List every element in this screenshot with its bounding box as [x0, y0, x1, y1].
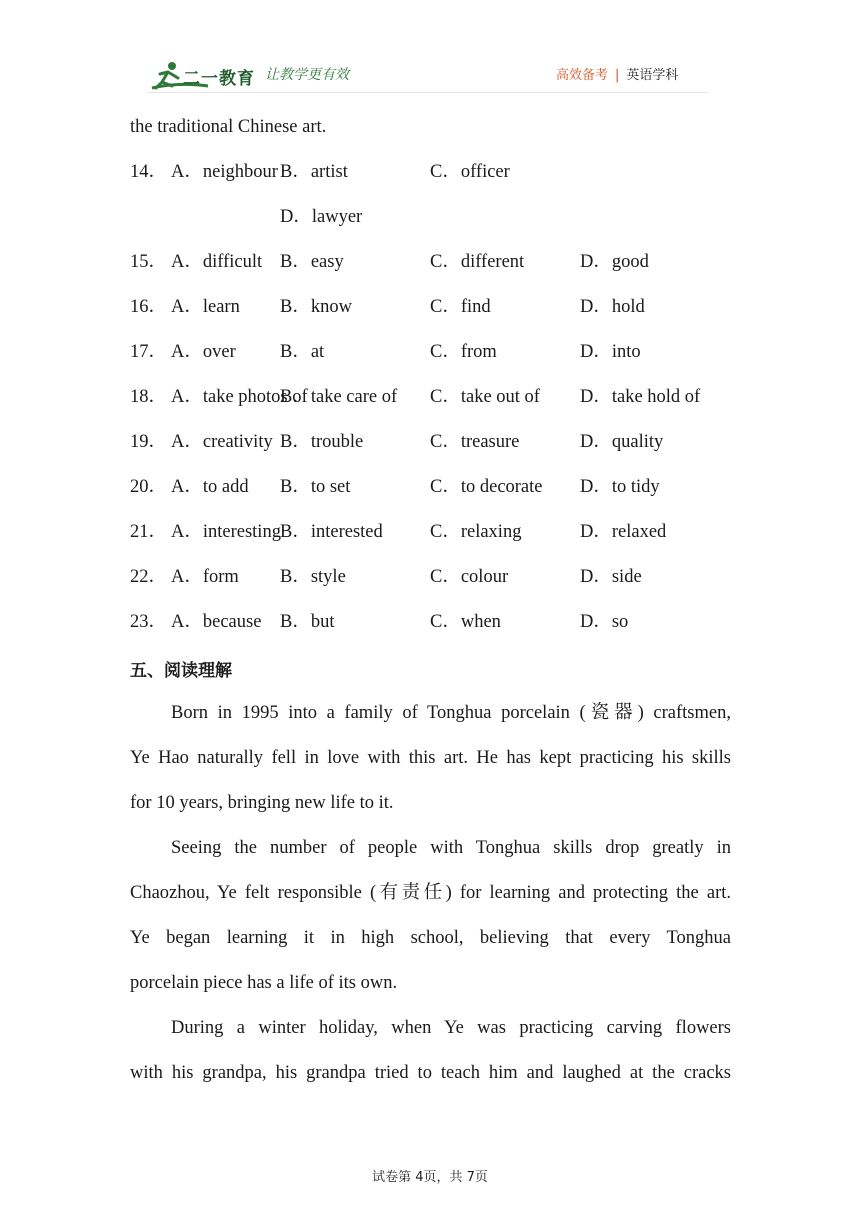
passage-line: Ye began learning it in high school, believing that every Tonghua [130, 928, 731, 948]
question-a-text: A．because [171, 612, 262, 632]
question-num-text: 22． [130, 567, 168, 587]
passage-line: Seeing the number of people with Tonghua skills drop greatly in [171, 838, 731, 858]
question-a-text: A．to add [171, 477, 249, 497]
question-num-text: 20． [130, 477, 168, 497]
question-b-text: B．know [280, 297, 352, 317]
question-c-text: C．officer [430, 162, 510, 182]
question-d-text: D．so [580, 612, 629, 632]
question-b-text: B．artist [280, 162, 348, 182]
passage-line: Chaozhou, Ye felt responsible (有责任) for learning and protecting the art. [130, 883, 731, 903]
question-c-text: C．treasure [430, 432, 520, 452]
page-header [0, 0, 860, 100]
question-b-text: B．to set [280, 477, 351, 497]
question-d-text: D．into [580, 342, 641, 362]
question-d-text: D．take hold of [580, 387, 701, 407]
question-num-text: 19． [130, 432, 168, 452]
question-a-text: A．learn [171, 297, 240, 317]
question-c-text: C．to decorate [430, 477, 543, 497]
question-d-text: D．hold [580, 297, 645, 317]
question-b-text: B．trouble [280, 432, 364, 452]
question-num-text: 16． [130, 297, 168, 317]
question-d-text: D．quality [580, 432, 664, 452]
question-c-text: C．different [430, 252, 525, 272]
question-b-text: B．take care of [280, 387, 398, 407]
passage-line: porcelain piece has a life of its own. [130, 973, 398, 993]
question-num-text: 17． [130, 342, 168, 362]
passage-line: for 10 years, bringing new life to it. [130, 793, 394, 813]
question-b-text: B．at [280, 342, 325, 362]
question-num-text: 14． [130, 162, 168, 182]
header-right [556, 64, 678, 83]
question-a-text: A．neighbour [171, 162, 278, 182]
page-footer: 试卷第 4页，共 7页 [372, 1170, 488, 1185]
passage-line: with his grandpa, his grandpa tried to teach him and laughed at the cracks [130, 1063, 731, 1083]
question-a-text: A．interesting [171, 522, 281, 542]
question-a-text: A．take photos of [171, 387, 308, 407]
question-c-text: C．find [430, 297, 491, 317]
question-num-text: 18． [130, 387, 168, 407]
question-b-text: B．but [280, 612, 335, 632]
question-num-text: 21． [130, 522, 168, 542]
section-heading: 五、阅读理解 [130, 661, 232, 681]
question-c-text: C．take out of [430, 387, 540, 407]
continuation-text: the traditional Chinese art. [130, 117, 327, 137]
question-num-text: 23． [130, 612, 168, 632]
question-b-text: B．interested [280, 522, 383, 542]
question-d-text: D．lawyer [280, 207, 363, 227]
question-d-text: D．side [580, 567, 642, 587]
question-c-text: C．colour [430, 567, 509, 587]
header-tag-exam: 高效备考 [556, 68, 609, 83]
question-d-text: D．relaxed [580, 522, 667, 542]
question-c-text: C．when [430, 612, 501, 632]
question-d-text: D．good [580, 252, 649, 272]
question-c-text: C．relaxing [430, 522, 522, 542]
header-separator: | [615, 68, 620, 83]
question-a-text: A．form [171, 567, 239, 587]
header-divider [148, 92, 708, 93]
question-num-text: 15． [130, 252, 168, 272]
passage-line: Ye Hao naturally fell in love with this art. He has kept practicing his skills [130, 748, 731, 768]
question-b-text: B．easy [280, 252, 344, 272]
logo-text: 二一教育 [183, 69, 255, 89]
question-d-text: D．to tidy [580, 477, 660, 497]
passage-line: During a winter holiday, when Ye was practicing carving flowers [171, 1018, 731, 1038]
question-a-text: A．over [171, 342, 236, 362]
header-tag-subject: 英语学科 [626, 68, 679, 83]
passage-line: Born in 1995 into a family of Tonghua porcelain (瓷器) craftsmen, [171, 703, 731, 723]
question-b-text: B．style [280, 567, 346, 587]
question-a-text: A．difficult [171, 252, 263, 272]
question-c-text: C．from [430, 342, 497, 362]
question-a-text: A．creativity [171, 432, 273, 452]
header-slogan: 让教学更有效 [265, 67, 349, 83]
